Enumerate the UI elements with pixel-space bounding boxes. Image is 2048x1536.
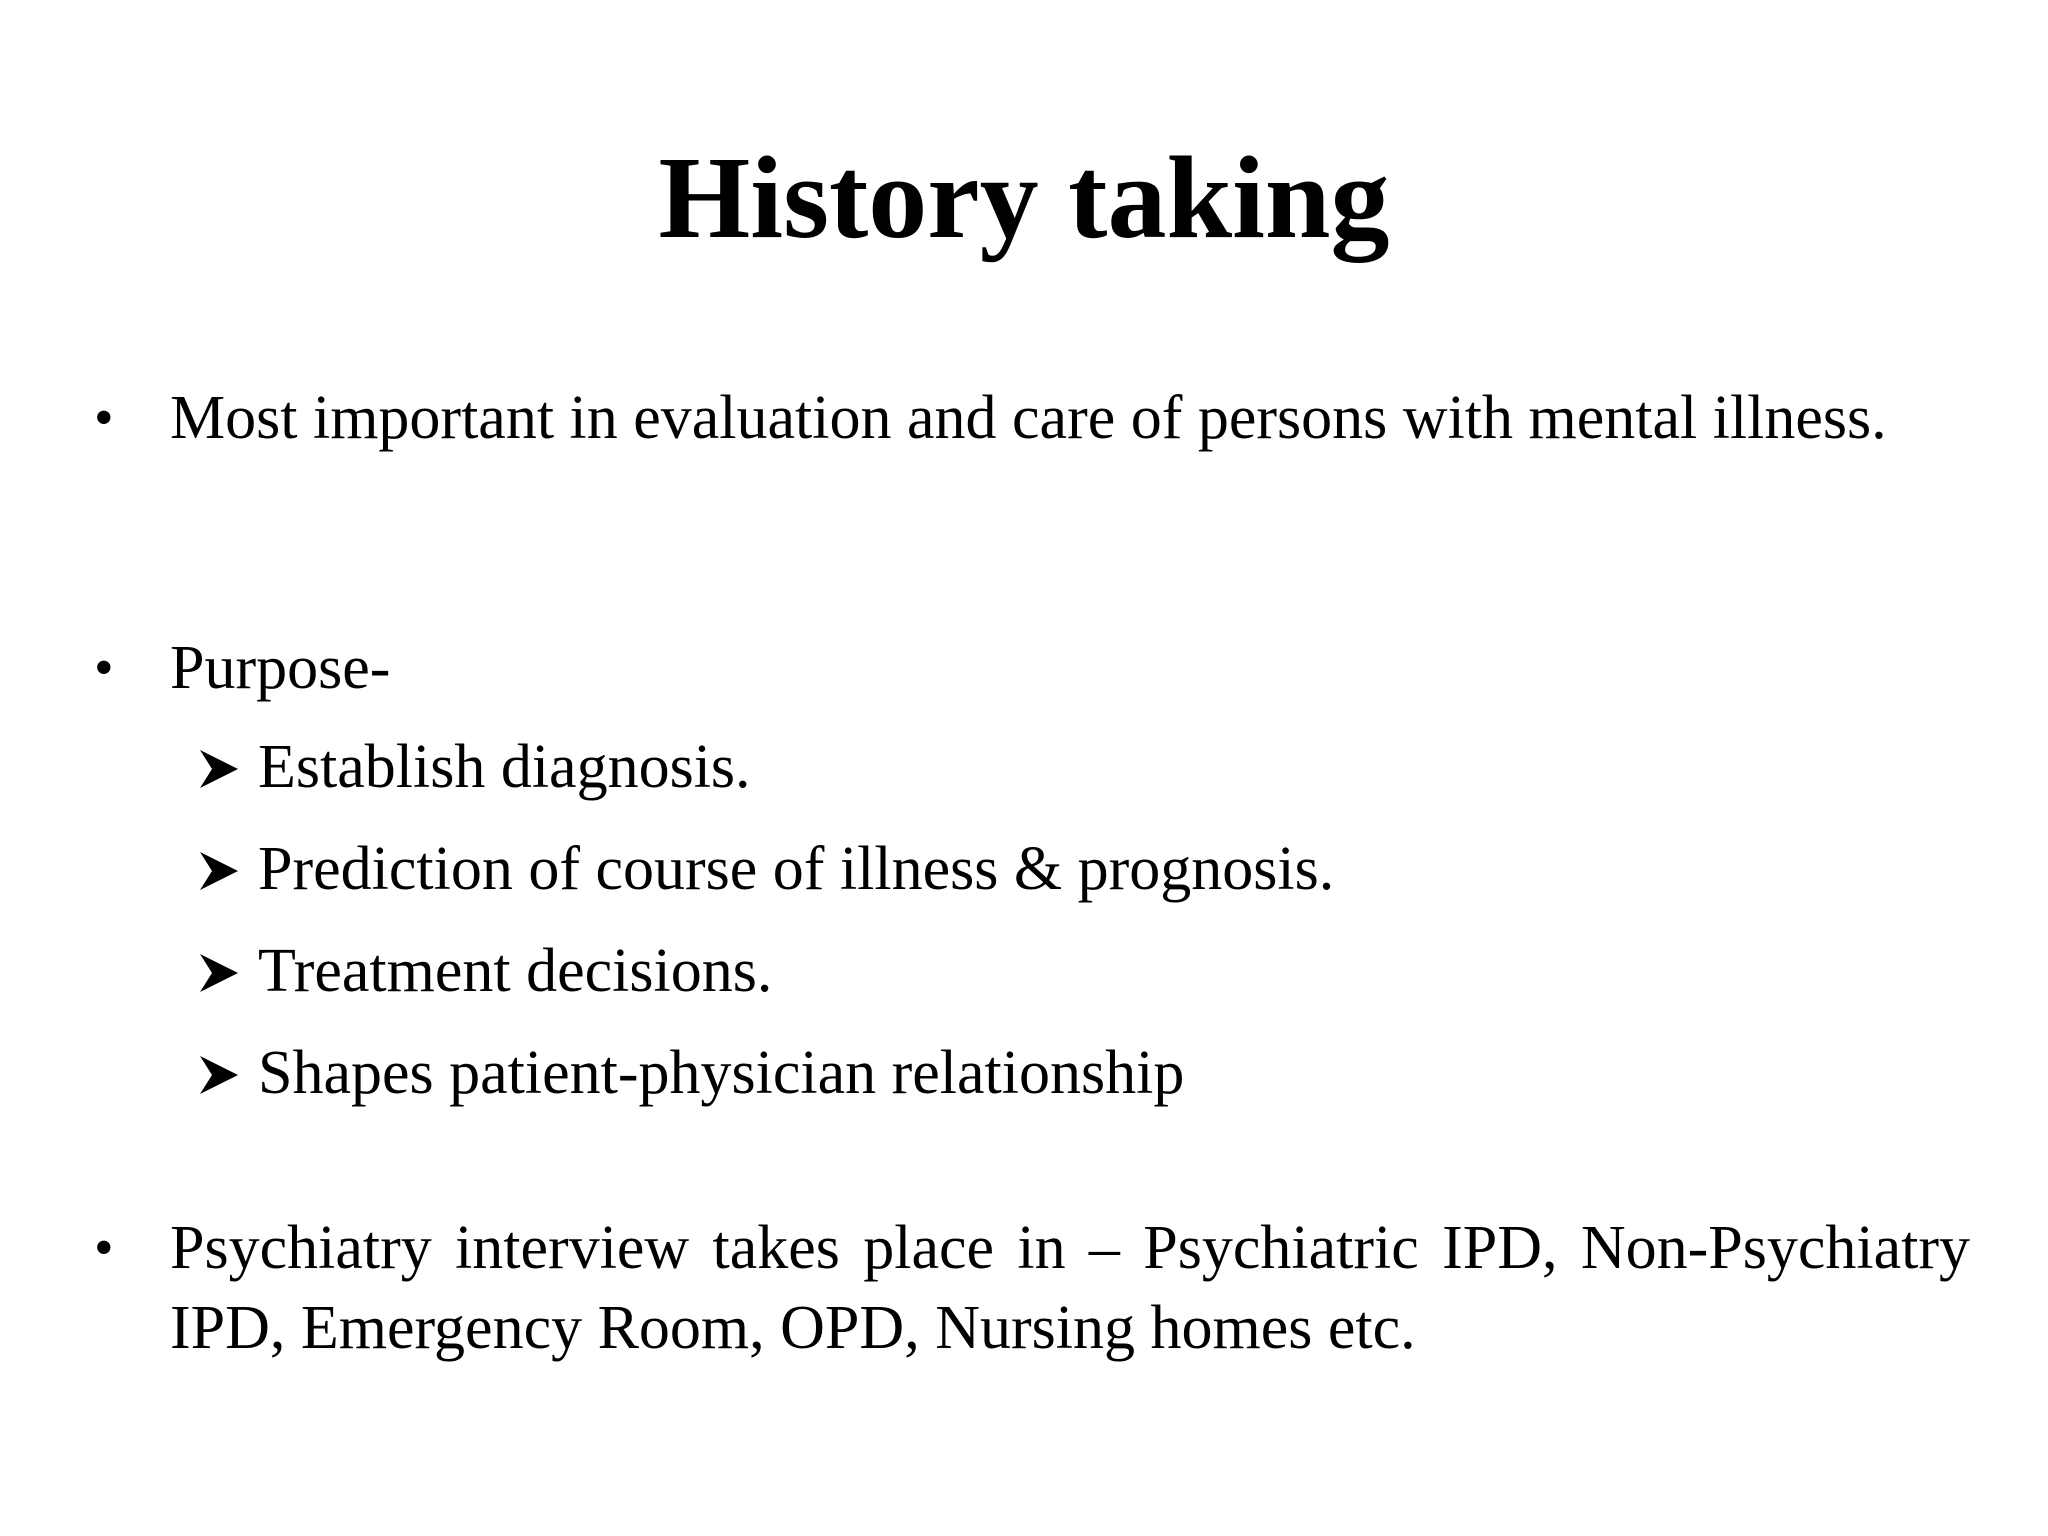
- bullet-mark: •: [94, 1217, 114, 1279]
- bullet-mark: •: [94, 637, 114, 699]
- arrowhead-icon: [196, 1052, 242, 1098]
- bullet-text: Purpose-: [170, 634, 391, 702]
- sub-bullet-item: [0, 928, 2048, 1028]
- sub-bullet-item: [0, 724, 2048, 824]
- sub-bullet-text: Prediction of course of illness & prognosis.: [258, 835, 1335, 903]
- sub-bullet-text: Establish diagnosis.: [258, 733, 751, 801]
- slide-title: History taking: [658, 132, 1390, 263]
- arrowhead-icon: [196, 746, 242, 792]
- bullet-text: Most important in evaluation and care of persons with mental illness.: [170, 384, 1887, 452]
- bullet-text: Psychiatry interview takes place in – Psychiatric IPD, Non-Psychiatry IPD, Emergency Room, OPD, Nursing homes etc.: [170, 1214, 1970, 1362]
- sub-bullet-item: [0, 826, 2048, 926]
- sub-bullet-text: Shapes patient-physician relationship: [258, 1039, 1185, 1107]
- sub-bullet-text: Treatment decisions.: [258, 937, 773, 1005]
- bullet-mark: •: [94, 387, 114, 449]
- arrowhead-icon: [196, 848, 242, 894]
- arrowhead-icon: [196, 950, 242, 996]
- sub-bullet-item: [0, 1030, 2048, 1130]
